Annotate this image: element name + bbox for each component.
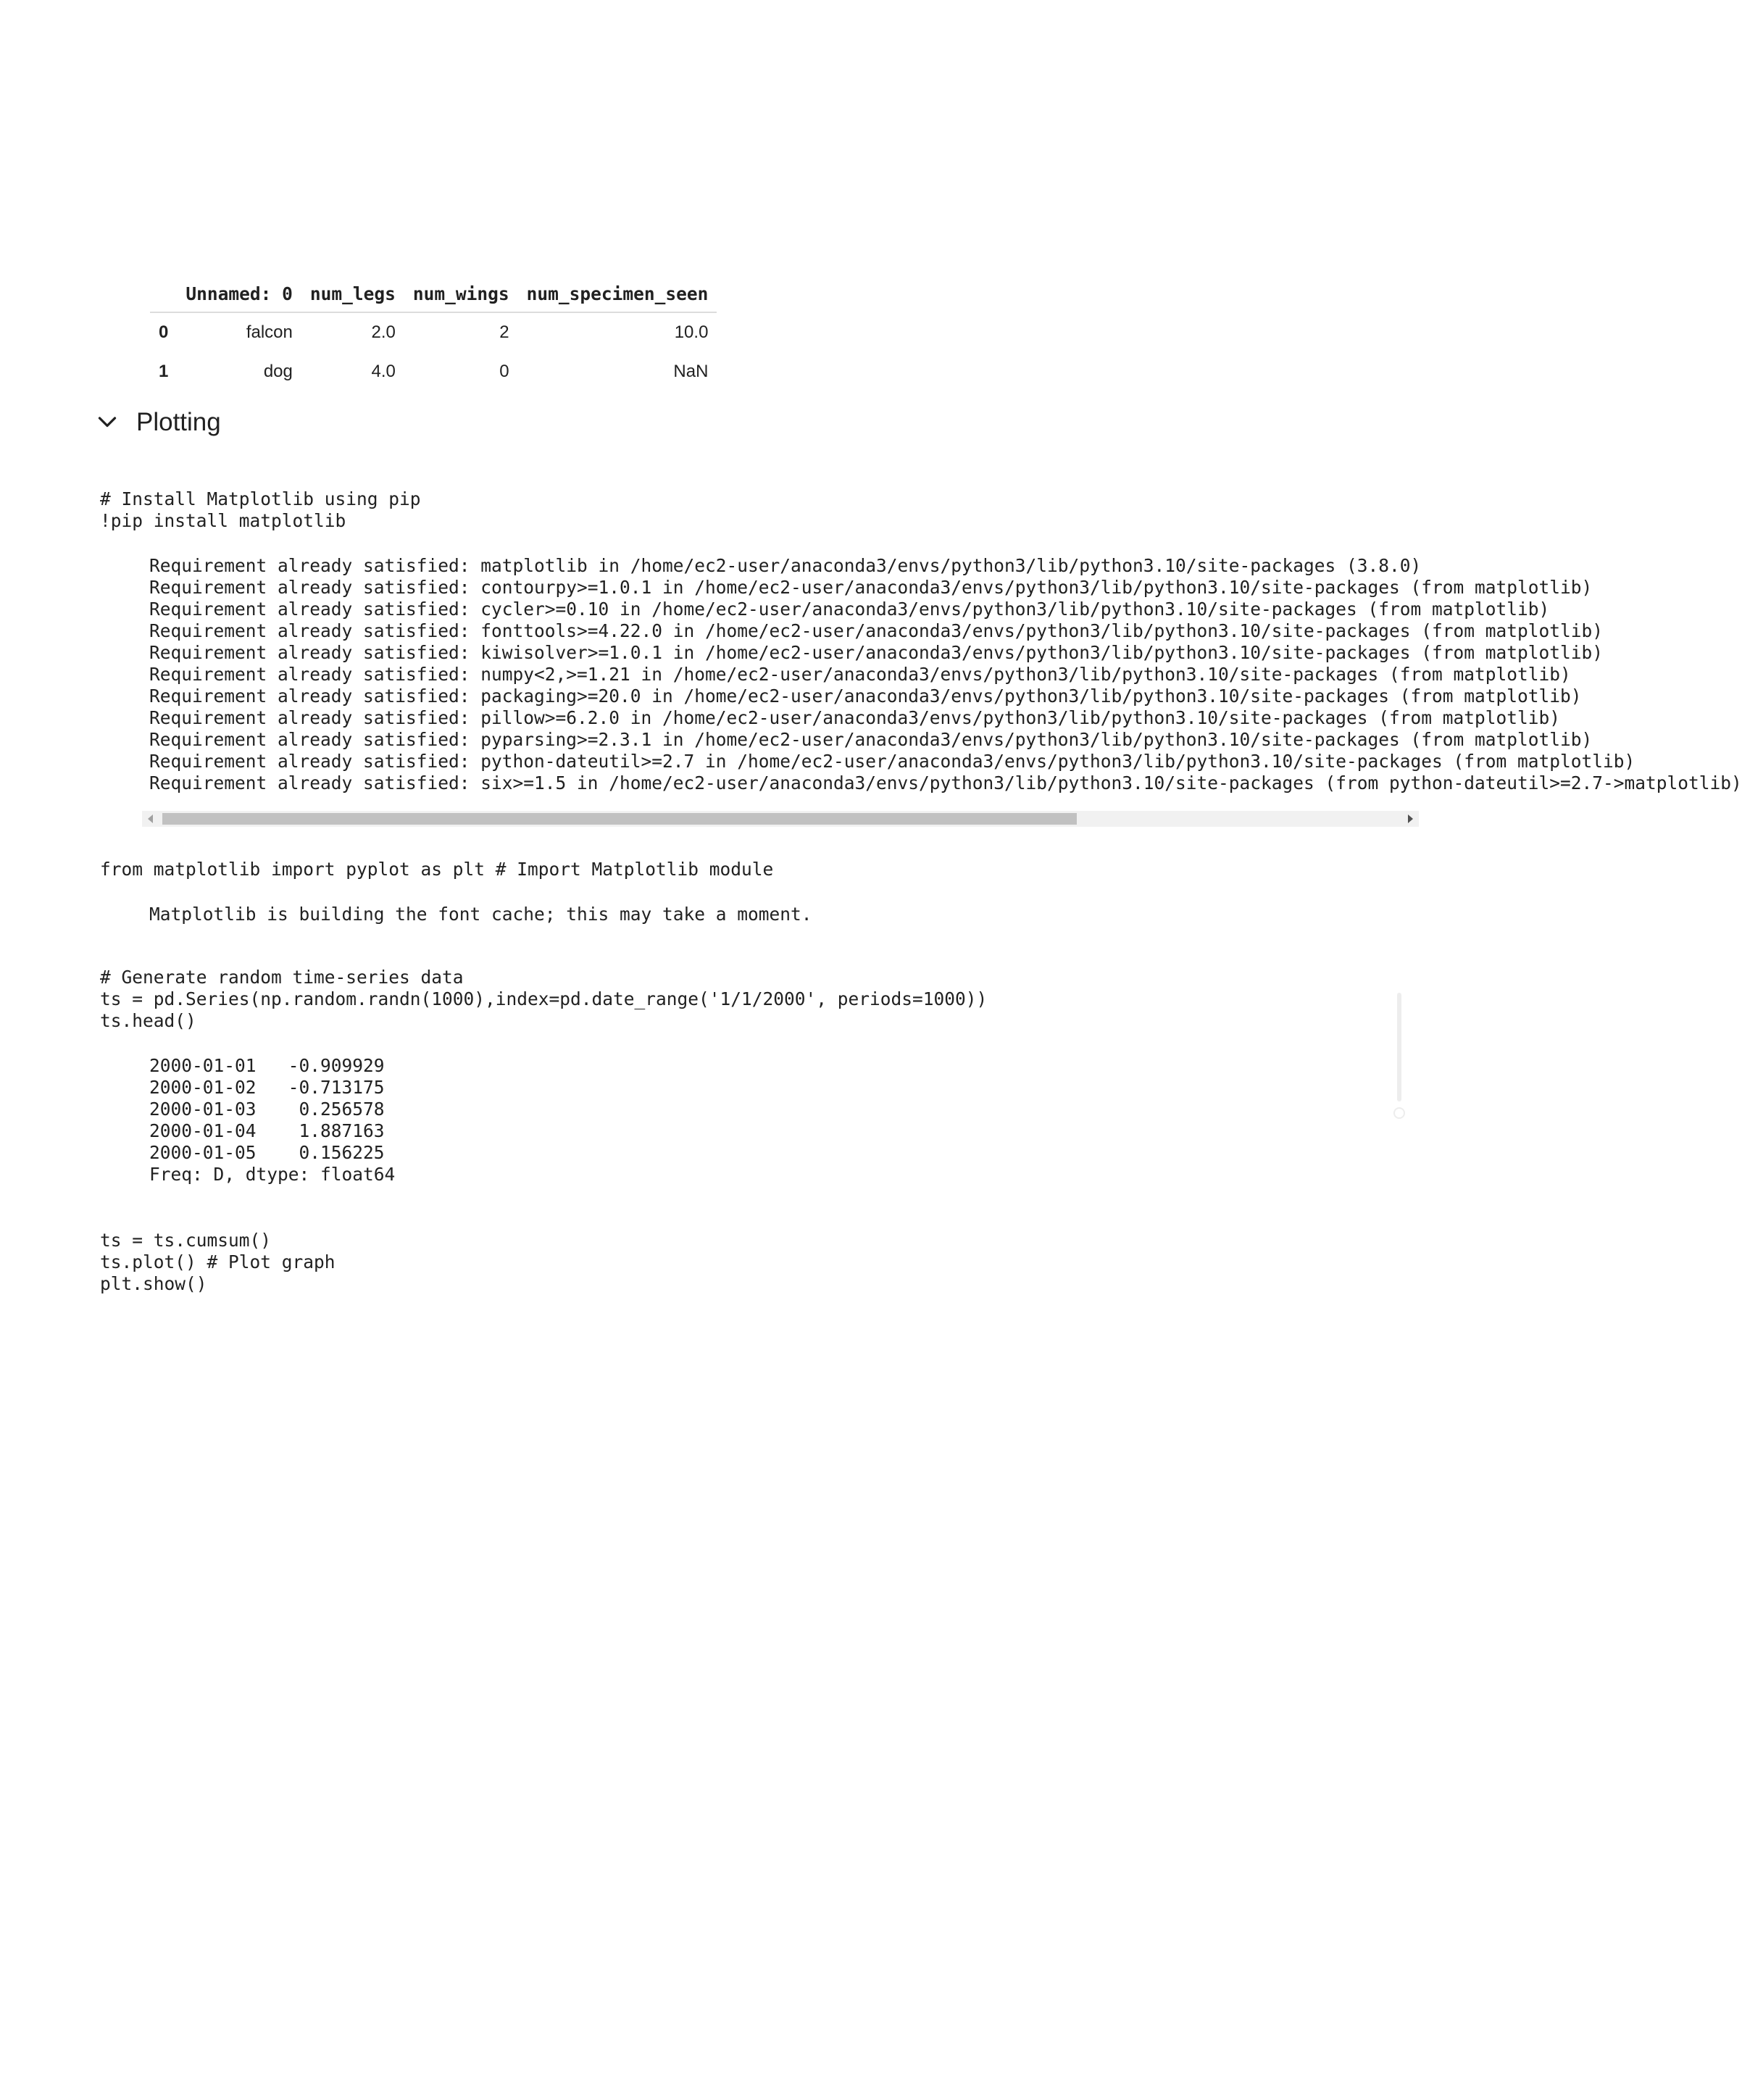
table-cell: NaN xyxy=(673,362,709,381)
table-cell: 10.0 xyxy=(674,322,709,342)
output-import: Matplotlib is building the font cache; this may take a moment. xyxy=(149,904,812,925)
section-title: Plotting xyxy=(136,408,221,436)
scroll-right-arrow-icon[interactable] xyxy=(1408,814,1413,823)
code-cell-plot[interactable]: ts = ts.cumsum() ts.plot() # Plot graph plt.show() xyxy=(100,1230,336,1294)
code-cell-generate[interactable]: # Generate random time-series data ts = pd.Series(np.random.randn(1000),index=pd.date_range('1/1/2000', periods=1000)) ts.head() xyxy=(100,967,988,1031)
watermark-icon xyxy=(1391,993,1409,1123)
table-cell: 2.0 xyxy=(371,322,396,342)
table-row xyxy=(150,312,717,352)
table-cell: dog xyxy=(263,362,293,381)
code-cell-import[interactable]: from matplotlib import pyplot as plt # Import Matplotlib module xyxy=(100,859,774,880)
table-header-row xyxy=(150,275,717,312)
table-cell: falcon xyxy=(246,322,293,342)
table-row xyxy=(150,352,717,391)
row-index: 0 xyxy=(159,322,169,342)
output-generate: 2000-01-01 -0.909929 2000-01-02 -0.713175 2000-01-03 0.256578 2000-01-04 1.887163 2000-01-05 0.156225 Freq: D, dtype: float64 xyxy=(149,1055,396,1185)
horizontal-scrollbar[interactable] xyxy=(142,811,1419,827)
table-cell: 0 xyxy=(499,362,509,381)
pip-output-text: Requirement already satisfied: matplotlib in /home/ec2-user/anaconda3/envs/python3/lib/python3.10/site-packages (3.8.0) Requirement already satisfied: contourpy>=1.0.1 in /home/ec2-user/anaconda3/envs/python3/lib/python3.10/site-packages (from matplotlib) Requirement already satisfied: cycler>=0.10 in /home/ec2-user/anaconda3/envs/python3/lib/python3.10/site-packages (from matplotlib) Requirement already satisfied: fonttools>=4.22.0 in /home/ec2-user/anaconda3/envs/python3/lib/python3.10/site-packages (from matplotlib) Requirement already satisfied: kiwisolver>=1.0.1 in /home/ec2-user/anaconda3/envs/python3/lib/python3.10/site-packages (from matplotlib) Requirement already satisfied: numpy<2,>=1.21 in /home/ec2-user/anaconda3/envs/python3/lib/python3.10/site-packages (from matplotlib) Requirement already satisfied: packaging>=20.0 in /home/ec2-user/anaconda3/envs/python3/lib/python3.10/site-packages (from matplotlib) Requirement already satisfied: pillow>=6.2.0 in /home/ec2-user/anaconda3/envs/python3/lib/python3.10/site-packages (from matplotlib) Requirement already satisfied: pyparsing>=2.3.1 in /home/ec2-user/anaconda3/envs/python3/lib/python3.10/site-packages (from matplotlib) Requirement already satisfied: python-dateutil>=2.7 in /home/ec2-user/anaconda3/envs/python3/lib/python3.10/site-packages (from matplotlib) Requirement already satisfied: six>=1.5 in /home/ec2-user/anaconda3/envs/python3/lib/python3.10/site-packages (from python-dateutil>=2.7->matplotlib) xyxy=(149,555,1742,793)
column-header: num_wings xyxy=(404,275,518,312)
scrollbar-thumb[interactable] xyxy=(162,813,1077,825)
column-header: num_specimen_seen xyxy=(518,275,717,312)
dataframe-table xyxy=(150,275,717,391)
column-header: num_legs xyxy=(301,275,404,312)
section-heading-plotting[interactable] xyxy=(94,404,221,441)
code-cell-install[interactable]: # Install Matplotlib using pip !pip install matplotlib xyxy=(100,488,421,531)
scroll-left-arrow-icon[interactable] xyxy=(148,814,153,823)
column-header: Unnamed: 0 xyxy=(177,275,301,312)
table-cell: 2 xyxy=(499,322,509,342)
column-header xyxy=(150,275,177,312)
row-index: 1 xyxy=(159,362,169,381)
table-cell: 4.0 xyxy=(371,362,396,381)
output-scroll-area[interactable] xyxy=(149,555,1742,801)
chevron-down-icon[interactable] xyxy=(94,409,120,436)
